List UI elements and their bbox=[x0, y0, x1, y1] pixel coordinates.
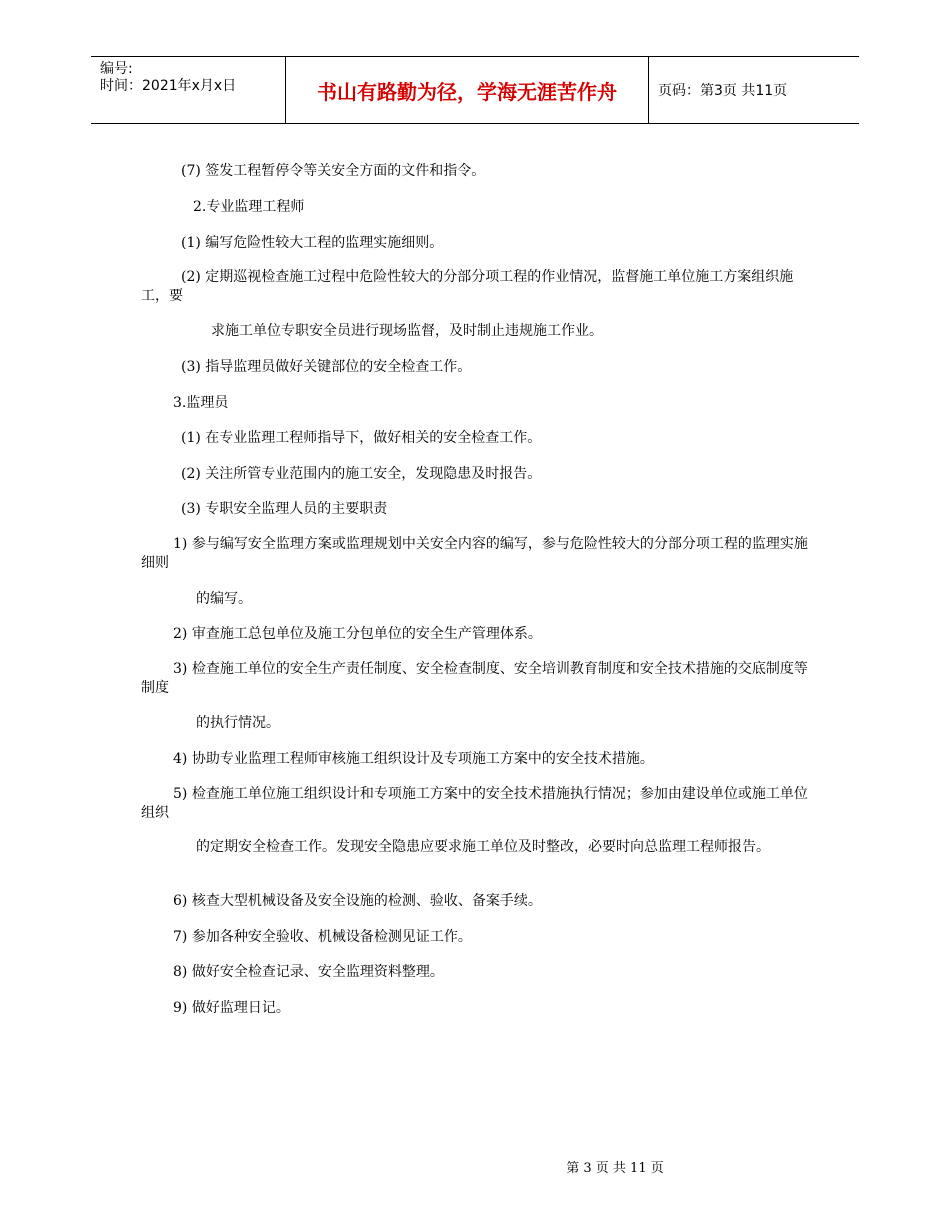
paragraph: 5) 检查施工单位施工组织设计和专项施工方案中的安全技术措施执行情况；参加由建设单位或施工单位组织 bbox=[141, 786, 808, 821]
paragraph-continuation: 的定期安全检查工作。发现安全隐患应要求施工单位及时整改，必要时向总监理工程师报告。 bbox=[196, 839, 770, 855]
paragraph: (1) 编写危险性较大工程的监理实施细则。 bbox=[181, 235, 444, 251]
paragraph-continuation: 的编写。 bbox=[196, 591, 252, 607]
paragraph: (2) 关注所管专业范围内的施工安全，发现隐患及时报告。 bbox=[181, 466, 542, 482]
paragraph: (7) 签发工程暂停令等关安全方面的文件和指令。 bbox=[181, 163, 486, 179]
paragraph: 8) 做好安全检查记录、安全监理资料整理。 bbox=[173, 964, 444, 980]
document-time: 时间：2021年x月x日 bbox=[100, 78, 237, 94]
paragraph: (3) 指导监理员做好关键部位的安全检查工作。 bbox=[181, 359, 472, 375]
header-motto: 书山有路勤为径，学海无涯苦作舟 bbox=[286, 57, 649, 123]
paragraph: 3) 检查施工单位的安全生产责任制度、安全检查制度、安全培训教育制度和安全技术措施的交底制度等制度 bbox=[141, 661, 808, 696]
paragraph: 7) 参加各种安全验收、机械设备检测见证工作。 bbox=[173, 929, 472, 945]
paragraph: (3) 专职安全监理人员的主要职责 bbox=[181, 501, 388, 517]
page-header bbox=[91, 56, 859, 124]
section-heading: 3.监理员 bbox=[173, 395, 229, 411]
paragraph-continuation: 求施工单位专职安全员进行现场监督，及时制止违规施工作业。 bbox=[211, 323, 603, 339]
paragraph-continuation: 的执行情况。 bbox=[196, 715, 280, 731]
paragraph: (2) 定期巡视检查施工过程中危险性较大的分部分项工程的作业情况，监督施工单位施工方案组织施工，要 bbox=[141, 269, 794, 304]
paragraph: 9) 做好监理日记。 bbox=[173, 1000, 290, 1016]
paragraph: 6) 核查大型机械设备及安全设施的检测、验收、备案手续。 bbox=[173, 893, 542, 909]
paragraph: 2) 审查施工总包单位及施工分包单位的安全生产管理体系。 bbox=[173, 626, 542, 642]
header-meta bbox=[91, 57, 286, 123]
page-footer: 第 3 页 共 11 页 bbox=[566, 1161, 664, 1176]
paragraph: 4) 协助专业监理工程师审核施工组织设计及专项施工方案中的安全技术措施。 bbox=[173, 751, 654, 767]
paragraph: 1) 参与编写安全监理方案或监理规划中关安全内容的编写，参与危险性较大的分部分项工程的监理实施细则 bbox=[141, 536, 808, 571]
section-heading: 2.专业监理工程师 bbox=[193, 199, 305, 215]
header-page-info: 页码：第3页 共11页 bbox=[658, 83, 788, 99]
document-number-label: 编号: bbox=[100, 61, 133, 77]
paragraph: (1) 在专业监理工程师指导下，做好相关的安全检查工作。 bbox=[181, 430, 542, 446]
